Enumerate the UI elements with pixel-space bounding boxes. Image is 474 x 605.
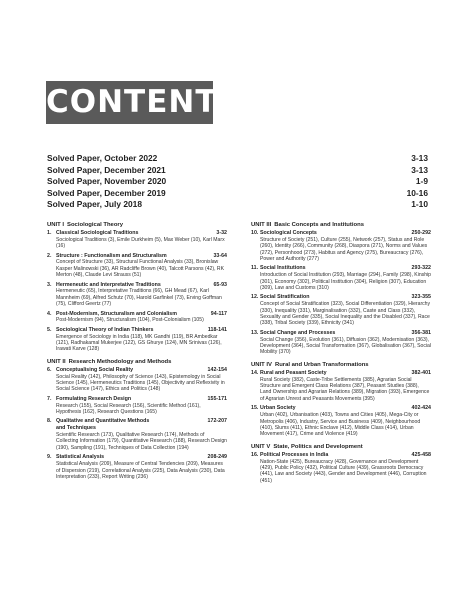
- chapter-entry[interactable]: [47, 282, 227, 308]
- solved-paper-pages: 3-13: [411, 164, 428, 175]
- unit-heading: [251, 361, 431, 369]
- chapter-topics: Structure of Society (251), Culture (255), Network (257), Status and Role (260), Identity (266), Community (268), Diaspora (271), Norms and Values (272), Personhood (273), Habitus and Agency (275), Bureaucracy (276), Power and Authority (277): [260, 236, 428, 263]
- chapter-pages: 208-249: [207, 454, 227, 461]
- chapter-heading: [260, 370, 431, 377]
- solved-paper-label: Solved Paper, October 2022: [47, 153, 158, 163]
- chapter-topics: Concept of Structure (33), Structural Functional Analysis (33), Bronislaw Kasper Malinowski (36), AR Radcliffe Brown (40), Talcott Parsons (42), RK Merton (48), Claude Levi Strauss (51): [56, 259, 224, 279]
- chapter-number: 6.: [47, 366, 52, 373]
- chapter-title: Social Institutions: [260, 265, 306, 272]
- solved-paper-pages: 1-9: [415, 176, 428, 187]
- solved-paper-row[interactable]: [47, 153, 428, 165]
- chapter-entry[interactable]: [251, 230, 431, 262]
- chapter-number: 16.: [251, 451, 259, 458]
- chapter-title: Hermeneutic and Interpretative Traditions: [56, 281, 161, 288]
- unit-heading: [251, 221, 431, 229]
- chapter-title: Structure : Functionalism and Structuralism: [56, 252, 167, 259]
- unit-title: Basic Concepts and Institutions: [274, 222, 364, 228]
- unit-number: UNIT I: [47, 222, 65, 228]
- solved-paper-label: Solved Paper, December 2019: [47, 187, 166, 198]
- chapter-topics: Statistical Analysis (209), Measure of Central Tendencies (209), Measures of Dispersion (219), Correlational Analysis (225), Data Analysis (230), Data Interpretation (233), Report Writing (236): [56, 461, 225, 480]
- chapter-topics: Emergence of Sociology in India (118), MK Gandhi (119), BR Ambedkar (121), Radhakamal Mukerjee (122), GS Ghurye (124), MN Srinivas (126), Irawati Karve (128): [56, 333, 222, 353]
- chapter-entry[interactable]: [47, 253, 227, 279]
- unit-section: [251, 361, 431, 438]
- chapter-pages: 142-154: [207, 366, 227, 373]
- chapter-topics: Research (155), Social Research (156), Scientific Method (161), Hypothesis (162), Research Questions (165): [56, 402, 201, 416]
- chapter-entry[interactable]: [47, 311, 227, 324]
- unit-title: Sociological Theory: [67, 222, 124, 228]
- chapter-pages: 3-32: [216, 230, 227, 236]
- unit-heading: [251, 443, 431, 451]
- chapter-heading: [56, 454, 227, 461]
- solved-paper-label: Solved Paper, July 2018: [47, 199, 142, 210]
- chapter-entry[interactable]: [251, 265, 431, 291]
- unit-section: [251, 443, 431, 484]
- chapter-heading: [260, 452, 431, 459]
- chapter-heading: [260, 330, 431, 337]
- chapter-entry[interactable]: [251, 294, 431, 326]
- chapter-heading: [56, 230, 227, 237]
- chapter-number: 5.: [47, 326, 52, 333]
- chapter-number: 8.: [47, 418, 52, 425]
- unit-section: [251, 221, 431, 356]
- chapter-number: 10.: [251, 230, 259, 236]
- chapter-number: 4.: [47, 310, 52, 317]
- chapter-pages: 118-141: [207, 326, 227, 333]
- chapter-number: 14.: [251, 369, 259, 376]
- toc-left-column: [47, 221, 227, 485]
- chapter-heading: [56, 327, 227, 334]
- chapter-heading: [260, 294, 431, 301]
- solved-paper-row[interactable]: [47, 188, 428, 200]
- chapter-topics: Nation-State (425), Bureaucracy (428), Governance and Development (429), Public Policy (432), Political Culture (439), Grassroots Democracy (441), Law and Society (443), Gender and Development (446), Corruption (451): [260, 458, 427, 484]
- chapter-number: 15.: [251, 405, 259, 412]
- chapter-entry[interactable]: [47, 367, 227, 393]
- chapter-heading: [56, 418, 227, 432]
- chapter-title: Formulating Research Design: [56, 395, 132, 402]
- chapter-pages: 250-292: [411, 230, 431, 236]
- chapter-topics: Hermeneutic (65), Interpretative Traditions (66), GH Mead (67), Karl Mannheim (69), Alfred Schutz (70), Harold Garfinkel (73), Erving Goffman (75), Clifford Geertz (77): [56, 288, 222, 308]
- chapter-title: Conceptualising Social Reality: [56, 366, 134, 373]
- unit-title: Rural and Urban Transformations: [274, 361, 369, 368]
- chapter-heading: [56, 253, 227, 260]
- unit-number: UNIT V: [251, 443, 271, 450]
- chapter-topics: Urban (402), Urbanisation (403), Towns and Cities (405), Mega-City or Metropolis (406), Industry, Service and Business (409), Neighbourhood (410), Slums (411), Ethnic Enclave (412), Middle Class (414), Urban Movement (417), Crime and Violence (419): [260, 412, 421, 438]
- chapter-topics: Sociological Traditions (3), Emile Durkheim (5), Max Weber (10), Karl Marx (16): [56, 236, 225, 250]
- chapter-topics: Post-Modernism (94), Structuralism (104), Post-Colonialism (105): [56, 317, 204, 324]
- chapter-heading: [56, 396, 227, 403]
- chapter-entry[interactable]: [47, 396, 227, 416]
- chapter-topics: Social Change (356), Evolution (361), Diffusion (362), Modernisation (363), Development (364), Social Transformation (367), Globalisation (367), Social Mobility (370): [260, 336, 432, 356]
- chapter-number: 7.: [47, 395, 52, 402]
- chapter-pages: 65-93: [213, 281, 227, 288]
- unit-number: UNIT III: [251, 222, 272, 228]
- chapter-entry[interactable]: [47, 327, 227, 353]
- chapter-topics: Concept of Social Stratification (323), Social Differentiation (329), Hierarchy (330), Inequality (331), Marginalisation (332), Caste and Class (332), Sexuality and Gender (335), Social Inequality and the Disabled (337), Race (338), Tribal Society (339), Ethnicity (341): [260, 301, 431, 327]
- chapter-pages: 155-171: [207, 395, 227, 402]
- chapter-number: 9.: [47, 454, 52, 461]
- solved-paper-pages: 1-10: [411, 199, 428, 210]
- chapter-pages: 402-424: [411, 405, 431, 412]
- chapter-pages: 33-64: [213, 252, 227, 259]
- solved-paper-row[interactable]: [47, 199, 428, 211]
- chapter-topics: Rural Society (382), Caste-Tribe Settlements (385), Agrarian Social Structure and Emergent Class Relations (387), Peasant Studies (388), Land Ownership and Agrarian Relations (389), Migration (393), Emergence of Agrarian Unrest and Peasants Movements (395): [260, 376, 430, 402]
- unit-number: UNIT II: [47, 358, 66, 365]
- unit-heading: [47, 358, 227, 366]
- chapter-title: Post-Modernism, Structuralism and Colonialism: [56, 310, 177, 317]
- chapter-title: Sociological Concepts: [260, 230, 317, 236]
- chapter-pages: 323-355: [411, 294, 431, 301]
- chapter-entry[interactable]: [251, 405, 431, 437]
- chapter-title: Classical Sociological Traditions: [56, 230, 139, 236]
- chapter-heading: [56, 311, 227, 318]
- chapter-entry[interactable]: [251, 452, 431, 484]
- contents-banner: CONTENTS: [46, 81, 213, 124]
- solved-papers-list: [47, 153, 428, 211]
- chapter-title: Social Stratification: [260, 294, 310, 301]
- chapter-title: Political Processes in India: [260, 451, 329, 458]
- chapter-number: 11.: [251, 265, 259, 272]
- chapter-number: 3.: [47, 281, 52, 288]
- chapter-number: 13.: [251, 329, 259, 336]
- chapter-title: Qualitative and Quantitative Methods and Techniques: [56, 418, 150, 432]
- chapter-title: Sociological Theory of Indian Thinkers: [56, 326, 154, 333]
- chapter-topics: Introduction of Social Institution (293), Marriage (294), Family (298), Kinship (301), Economy (302), Political Institution (304), Religion (307), Education (309), Law and Customs (310): [260, 272, 432, 292]
- unit-number: UNIT IV: [251, 361, 272, 368]
- chapter-heading: [260, 405, 431, 412]
- chapter-number: 2.: [47, 252, 52, 259]
- solved-paper-pages: 3-13: [411, 153, 428, 163]
- chapter-heading: [56, 367, 227, 374]
- chapter-entry[interactable]: [251, 370, 431, 402]
- chapter-heading: [56, 282, 227, 289]
- solved-paper-label: Solved Paper, November 2020: [47, 176, 167, 187]
- chapter-entry[interactable]: [47, 230, 227, 250]
- unit-section: [47, 358, 227, 480]
- chapter-pages: 382-401: [411, 369, 431, 376]
- solved-paper-row[interactable]: [47, 165, 428, 177]
- chapter-heading: [260, 265, 431, 272]
- chapter-pages: 94-117: [210, 310, 227, 317]
- unit-title: Research Methodology and Methods: [68, 358, 172, 365]
- chapter-title: Statistical Analysis: [56, 454, 105, 461]
- solved-paper-label: Solved Paper, December 2021: [47, 164, 166, 175]
- chapter-pages: 425-458: [411, 451, 431, 458]
- toc-right-column: [251, 221, 431, 489]
- chapter-pages: 293-322: [411, 265, 431, 272]
- solved-paper-row[interactable]: [47, 176, 428, 188]
- chapter-title: Rural and Peasant Society: [260, 369, 327, 376]
- chapter-entry[interactable]: [47, 418, 227, 451]
- unit-section: [47, 221, 227, 353]
- chapter-topics: Scientific Research (173), Qualitative Research (174), Methods of Collecting Information (179), Quantitative Research (188), Research Design (190), Sampling (191), Techniques of Data Collection (194): [56, 432, 228, 451]
- solved-paper-pages: 10-16: [406, 187, 428, 198]
- chapter-heading: [260, 230, 431, 237]
- unit-heading: [47, 221, 227, 229]
- chapter-number: 1.: [47, 230, 52, 236]
- chapter-title: Urban Society: [260, 405, 296, 412]
- chapter-entry[interactable]: [47, 454, 227, 480]
- chapter-pages: 356-381: [411, 329, 431, 336]
- chapter-title: Social Change and Processes: [260, 329, 336, 336]
- chapter-pages: 172-207: [207, 418, 227, 425]
- chapter-entry[interactable]: [251, 330, 431, 356]
- unit-title: State, Politics and Development: [273, 443, 363, 450]
- chapter-number: 12.: [251, 294, 259, 301]
- chapter-topics: Social Reality (142), Philosophy of Science (143), Epistemology in Social Science (145), Hermeneutics Traditions (145), Objectivity and Reflexivity in Social Science (147), Ethics and Politics (148): [56, 373, 225, 393]
